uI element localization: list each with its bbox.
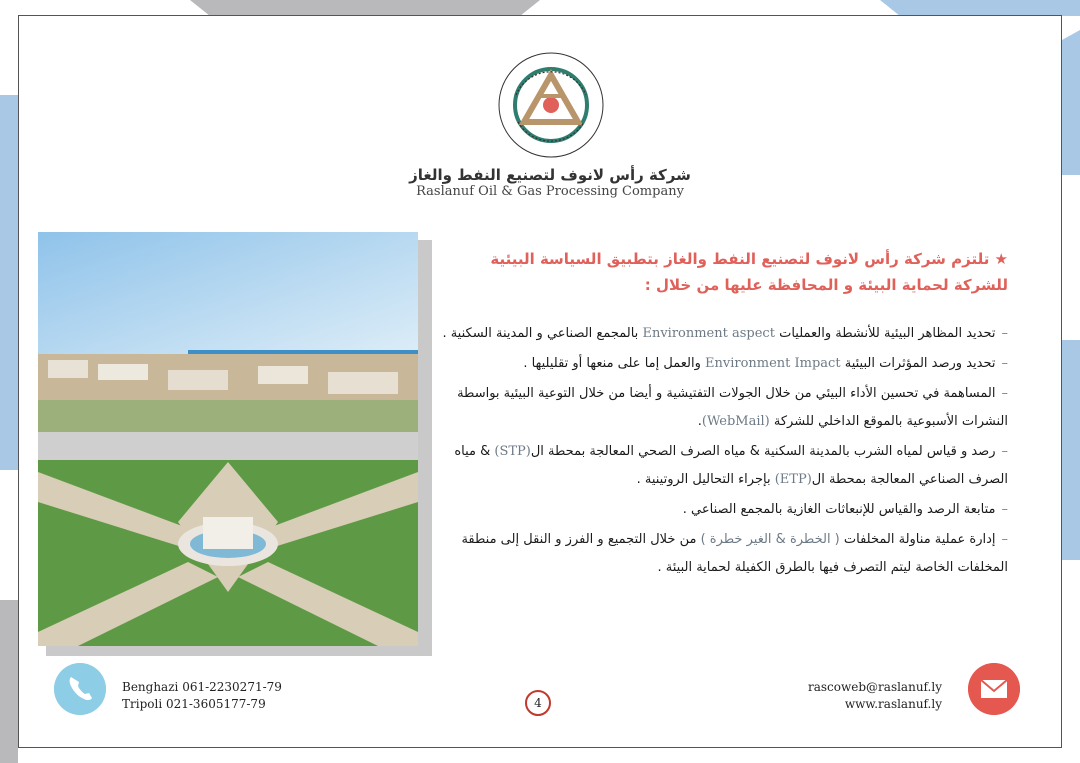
item-text: إدارة عملية مناولة المخلفات	[843, 532, 996, 547]
item-text: متابعة الرصد والقياس للإنبعاثات الغازية بالمجمع الصناعي .	[682, 502, 996, 517]
intro-paragraph	[440, 246, 1008, 298]
item-text: تحديد ورصد المؤثرات البيئية	[844, 356, 996, 371]
company-name	[380, 166, 720, 200]
policy-item	[440, 350, 1008, 378]
dash-bullet-icon: –	[1001, 444, 1008, 459]
item-text: المساهمة في تحسين الأداء البيئي من خلال الجولات التفتيشية و أيضا من خلال التوعية البيئية بواسطة النشرات الأسبوعية بالموقع الداخلي للشركة	[457, 386, 1008, 429]
company-name-english: Raslanuf Oil & Gas Processing Company	[416, 184, 684, 199]
dash-bullet-icon: –	[1001, 386, 1008, 401]
aerial-city-photo	[38, 232, 418, 646]
item-english-term: (WebMail)	[701, 414, 770, 429]
policy-item	[440, 320, 1008, 348]
dash-bullet-icon: –	[1001, 502, 1008, 517]
tripoli-phone[interactable]: Tripoli 021-3605177-79	[122, 697, 266, 711]
web-contacts	[808, 679, 942, 713]
item-text-continued: بالمجمع الصناعي و المدينة السكنية .	[442, 326, 639, 341]
item-text-continued: من خلال التجميع و الفرز و النقل إلى منطقة المخلفات الخاصة ليتم التصرف فيها بالطرق الكفيلة لحماية البيئة .	[461, 532, 1008, 575]
benghazi-phone[interactable]: Benghazi 061-2230271-79	[122, 680, 282, 694]
item-text-continued: والعمل إما على منعها أو تقليليها .	[523, 356, 701, 371]
item-text-continued: & مياه الصرف الصناعي المعالجة بمحطة ال	[454, 444, 1008, 487]
dash-bullet-icon: –	[1001, 356, 1008, 371]
dash-bullet-icon: –	[1001, 532, 1008, 547]
item-english-term: (STP)	[494, 444, 531, 459]
star-bullet-icon: ★	[989, 250, 1008, 268]
policy-item	[440, 526, 1008, 582]
item-english-term: Environment Impact	[705, 356, 841, 371]
phone-icon	[54, 663, 106, 715]
item-english-term: Environment aspect	[642, 326, 775, 341]
item-english-term: (ETP)	[774, 472, 812, 487]
company-logo	[496, 50, 606, 160]
envelope-icon	[968, 663, 1020, 715]
policy-item	[440, 496, 1008, 524]
item-highlight: ( الخطرة & الغير خطرة )	[700, 532, 840, 547]
email-link[interactable]: rascoweb@raslanuf.ly	[808, 680, 942, 694]
company-name-arabic: شركة رأس لانوف لتصنيع النفط والغاز	[409, 166, 691, 184]
policy-item	[440, 380, 1008, 436]
page-number: 4	[525, 690, 551, 716]
website-link[interactable]: www.raslanuf.ly	[844, 697, 942, 711]
dash-bullet-icon: –	[1001, 326, 1008, 341]
item-text: تحديد المظاهر البيئية للأنشطة والعمليات	[779, 326, 996, 341]
environment-policy-text	[440, 246, 1008, 584]
phone-numbers	[122, 679, 282, 713]
item-text: رصد و قياس لمياه الشرب بالمدينة السكنية & مياه الصرف الصحي المعالجة بمحطة ال	[530, 444, 996, 459]
item-text-continued: .	[697, 414, 702, 429]
intro-text: تلتزم شركة رأس لانوف لتصنيع النفط والغاز بتطبيق السياسة البيئية للشركة لحماية البيئة و المحافظة عليها من خلال :	[490, 250, 1008, 294]
item-text-continued: بإجراء التحاليل الروتينية .	[636, 472, 771, 487]
policy-item	[440, 438, 1008, 494]
